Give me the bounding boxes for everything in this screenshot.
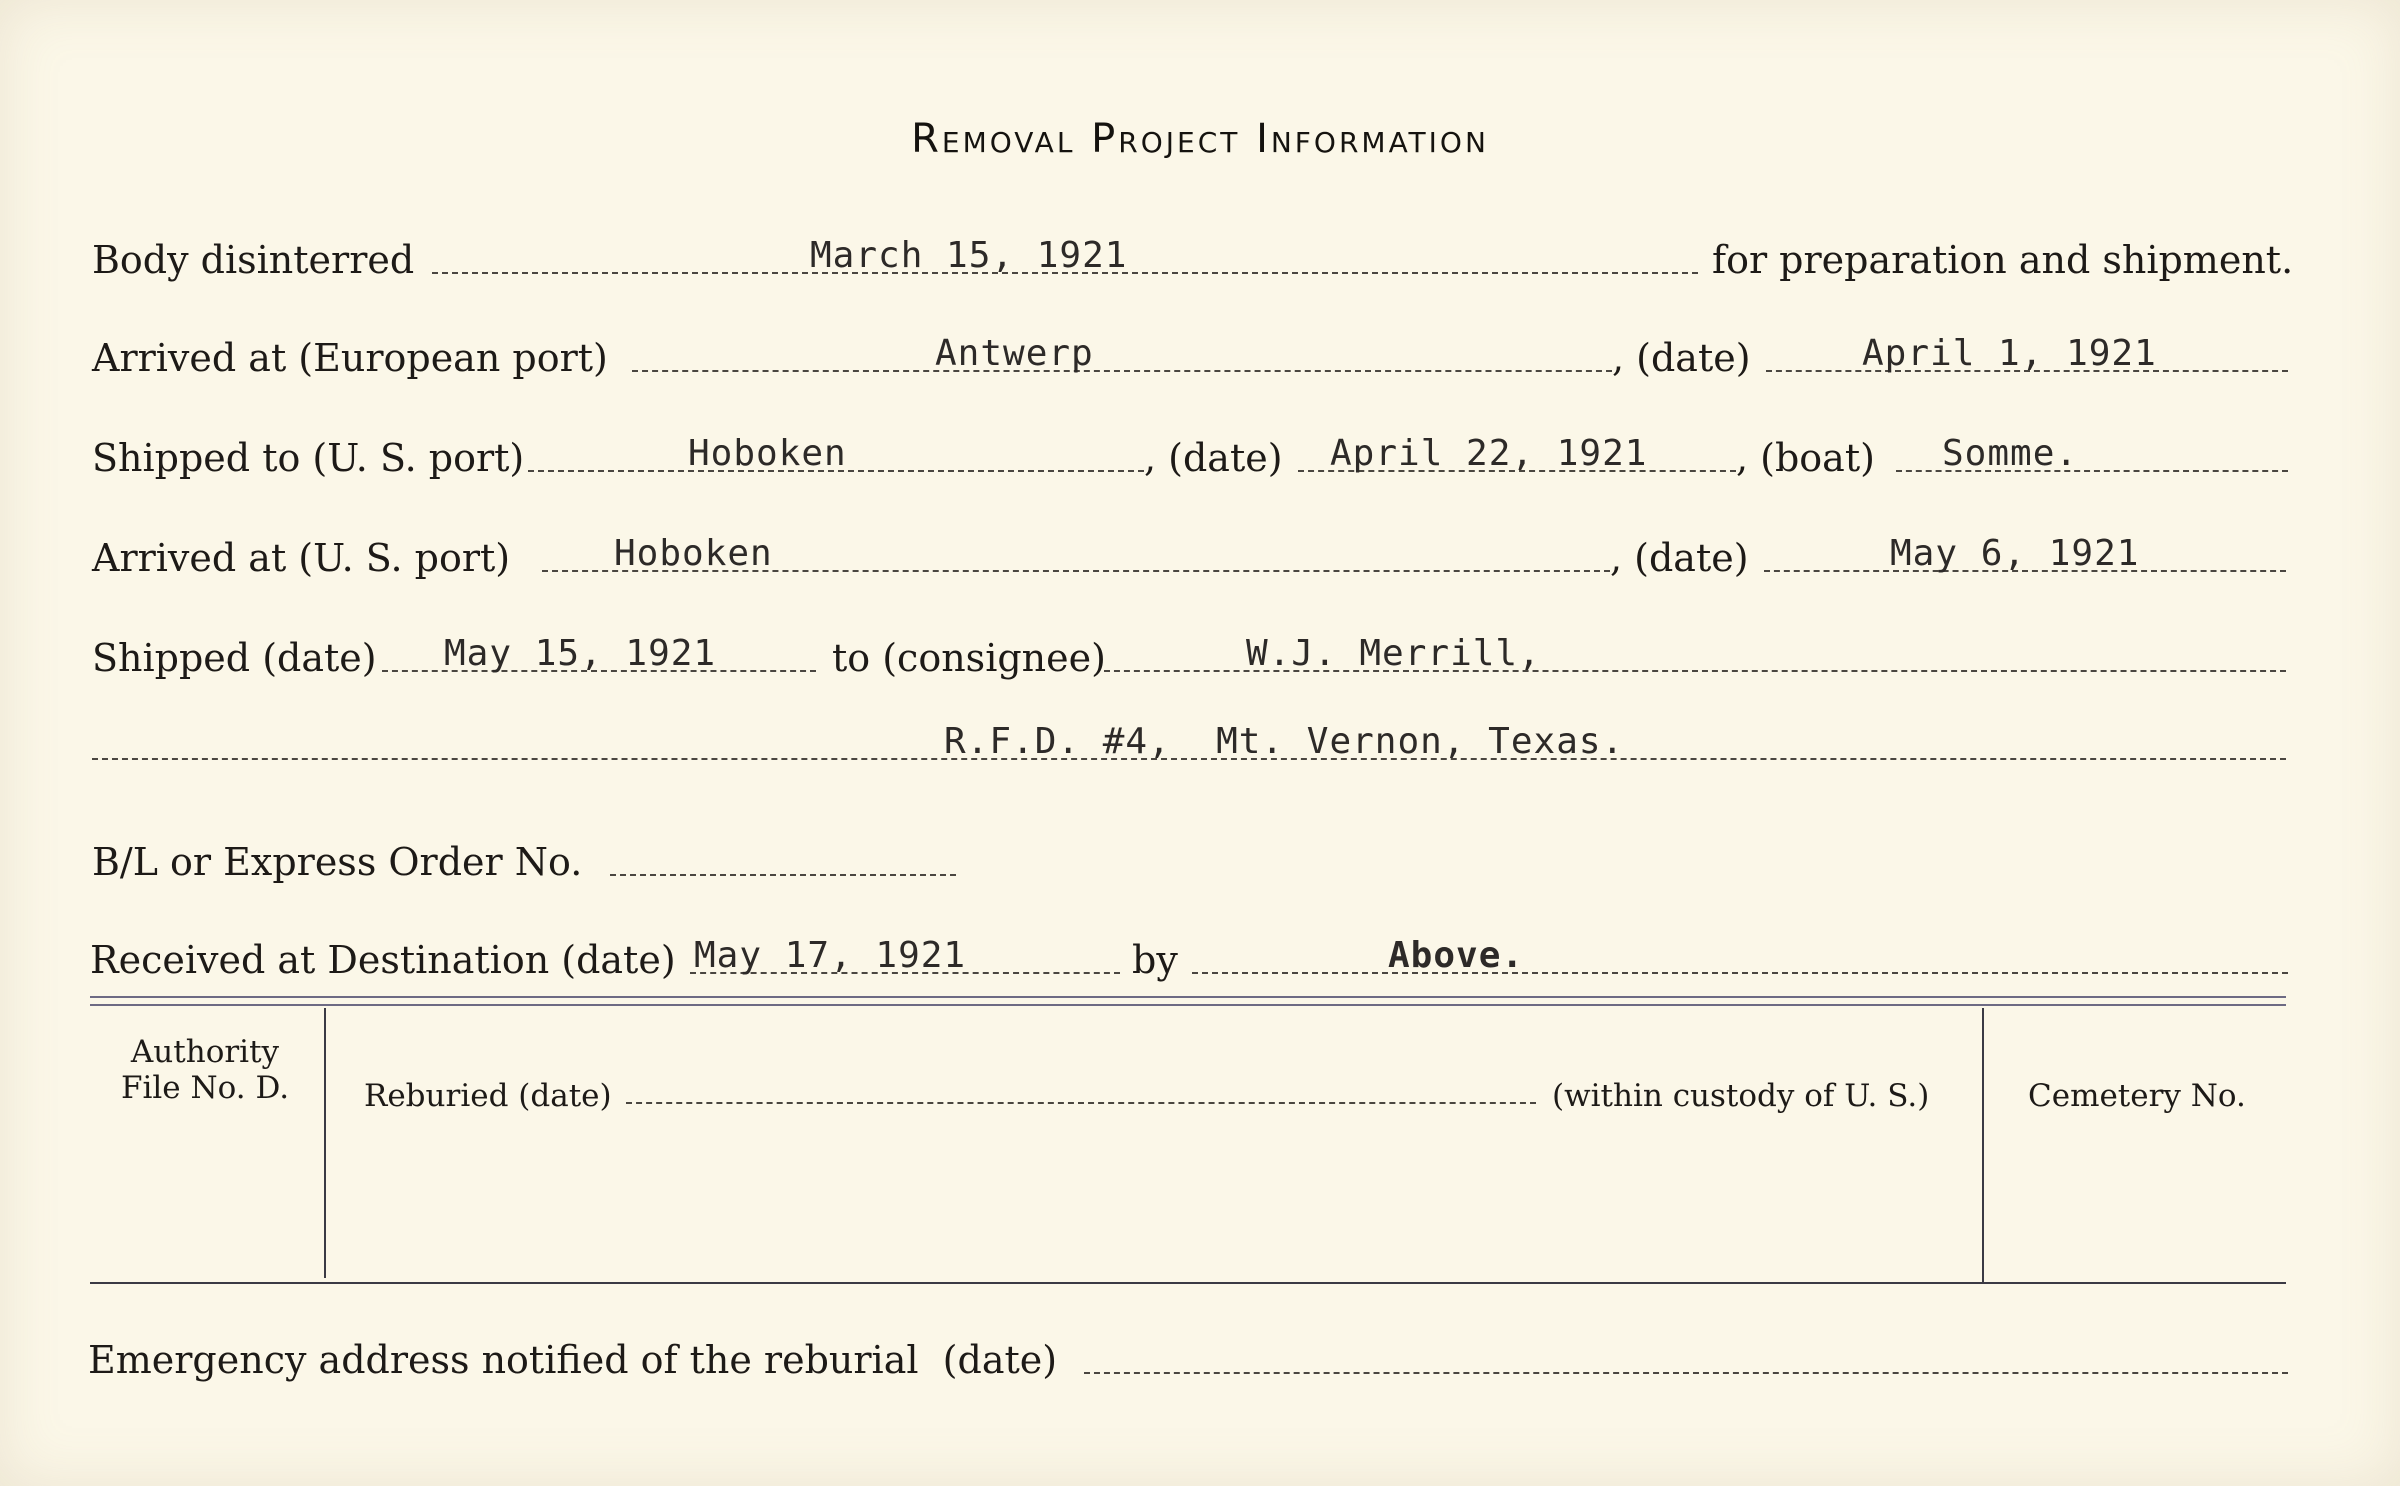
bl-label: B/L or Express Order No. bbox=[92, 840, 583, 884]
row-received bbox=[0, 922, 2400, 982]
consignee-address: R.F.D. #4, Mt. Vernon, Texas. bbox=[944, 721, 1625, 762]
consignee-label: to (consignee) bbox=[832, 636, 1106, 680]
bl-line bbox=[610, 874, 956, 876]
arrived-europe-date-label: , (date) bbox=[1612, 336, 1751, 380]
consignee-name: W.J. Merrill, bbox=[1246, 633, 1541, 674]
arrived-europe-port: Antwerp bbox=[935, 333, 1094, 374]
arrived-europe-line bbox=[632, 370, 1612, 372]
emergency-line bbox=[1084, 1372, 2288, 1374]
shipped-date-label: Shipped (date) bbox=[92, 636, 377, 680]
row-shipped-us bbox=[0, 420, 2400, 480]
reburied-label: Reburied (date) bbox=[364, 1078, 612, 1114]
cemetery-label: Cemetery No. bbox=[2028, 1078, 2246, 1114]
shipped-us-label: Shipped to (U. S. port) bbox=[92, 436, 525, 480]
lower-box-divider-right bbox=[1982, 1008, 1984, 1282]
shipped-us-port: Hoboken bbox=[688, 433, 847, 474]
row-consignee-address bbox=[0, 708, 2400, 768]
shipped-us-boat: Somme. bbox=[1942, 433, 2079, 474]
emergency-label: Emergency address notified of the reburial (date) bbox=[88, 1338, 1058, 1382]
authority-line-1: Authority bbox=[130, 1034, 280, 1070]
authority-line-2: File No. D. bbox=[120, 1070, 290, 1106]
arrived-europe-label: Arrived at (European port) bbox=[92, 336, 608, 380]
received-by: Above. bbox=[1388, 935, 1525, 976]
section-divider-bottom bbox=[90, 1282, 2286, 1284]
row-arrived-europe bbox=[0, 320, 2400, 380]
row-arrived-us bbox=[0, 520, 2400, 580]
custody-label: (within custody of U. S.) bbox=[1552, 1078, 1930, 1114]
body-disinterred-value: March 15, 1921 bbox=[810, 235, 1128, 276]
received-by-line bbox=[1192, 972, 2288, 974]
shipped-us-date: April 22, 1921 bbox=[1330, 433, 1648, 474]
body-disinterred-label: Body disinterred bbox=[92, 238, 415, 282]
section-divider-top bbox=[90, 996, 2286, 998]
body-disinterred-suffix: for preparation and shipment. bbox=[1712, 238, 2294, 282]
shipped-us-date-label: , (date) bbox=[1144, 436, 1283, 480]
received-label: Received at Destination (date) bbox=[90, 938, 676, 982]
row-shipped bbox=[0, 620, 2400, 680]
arrived-us-port: Hoboken bbox=[614, 533, 773, 574]
reburied-line bbox=[626, 1102, 1536, 1104]
section-divider-top-second bbox=[90, 1004, 2286, 1006]
received-date: May 17, 1921 bbox=[694, 935, 967, 976]
arrived-europe-date: April 1, 1921 bbox=[1862, 333, 2157, 374]
arrived-us-label: Arrived at (U. S. port) bbox=[92, 536, 511, 580]
shipped-us-boat-label: , (boat) bbox=[1736, 436, 1875, 480]
card-title: Removal Project Information bbox=[911, 116, 1489, 162]
arrived-us-date: May 6, 1921 bbox=[1890, 533, 2140, 574]
row-emergency bbox=[0, 1322, 2400, 1382]
lower-box-divider-left bbox=[324, 1008, 326, 1278]
arrived-us-date-label: , (date) bbox=[1610, 536, 1749, 580]
row-bl bbox=[0, 824, 2400, 884]
received-by-label: by bbox=[1132, 938, 1178, 982]
row-reburied bbox=[0, 1054, 2400, 1114]
row-body-disinterred bbox=[0, 222, 2400, 282]
shipped-date: May 15, 1921 bbox=[444, 633, 717, 674]
